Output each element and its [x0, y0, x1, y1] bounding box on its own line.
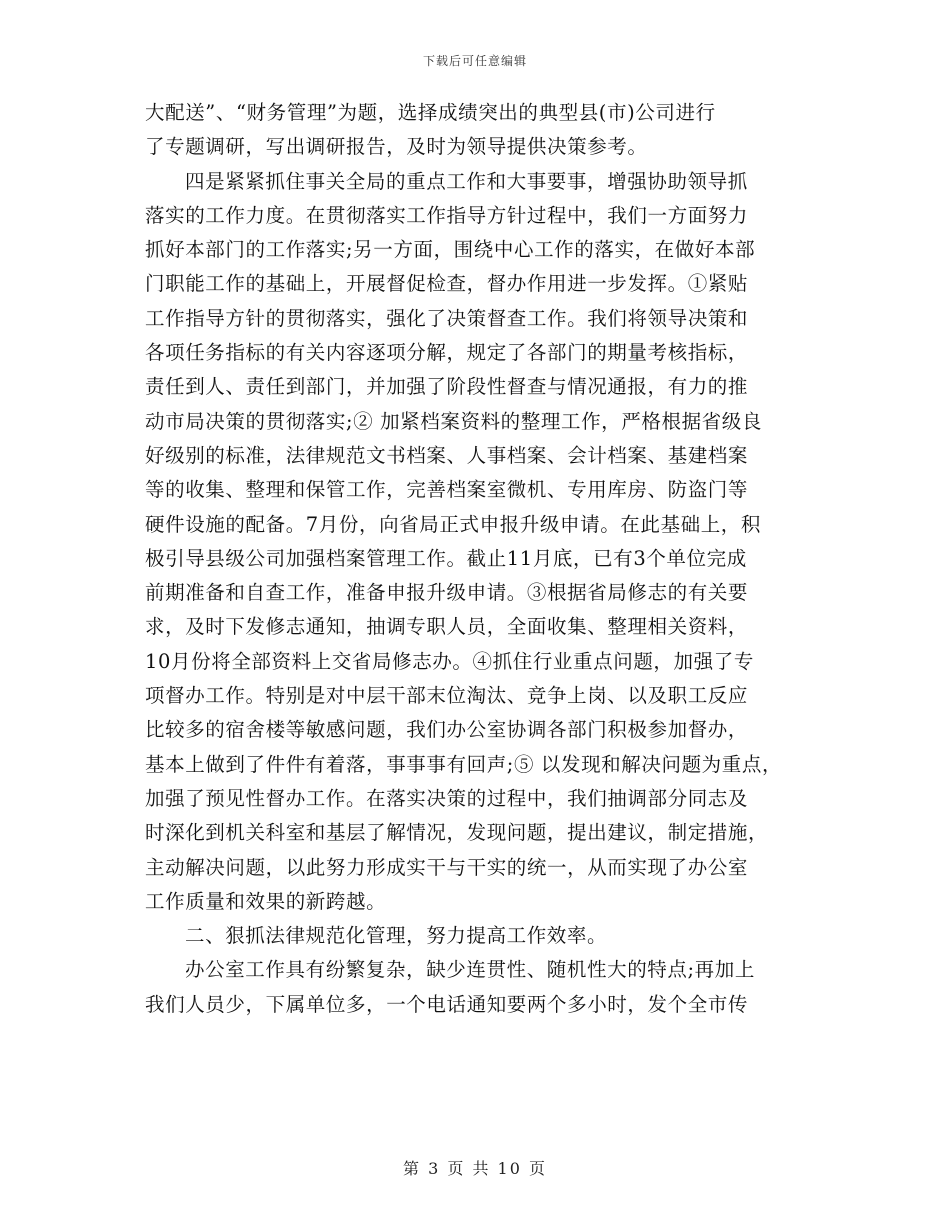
text-line: 主动解决问题，以此努力形成实干与干实的统一，从而实现了办公室 — [145, 855, 749, 879]
text-line: 前期准备和自查工作，准备申报升级申请。③根据省局修志的有关要 — [145, 581, 749, 605]
text-line: 项督办工作。特别是对中层干部末位淘汰、竞争上岗、以及职工反应 — [145, 684, 749, 708]
page-header: 下载后可任意编辑 — [422, 54, 527, 68]
text-line: 落实的工作力度。在贯彻落实工作指导方针过程中，我们一方面努力 — [145, 203, 749, 227]
text-line: 好级别的标准，法律规范文书档案、人事档案、会计档案、基建档案 — [145, 443, 749, 467]
paragraph-start-line: 办公室工作具有纷繁复杂，缺少连贯性、随机性大的特点;再加上 — [185, 958, 755, 982]
text-line: 时深化到机关科室和基层了解情况，发现问题，提出建议，制定措施， — [145, 821, 769, 845]
text-line: 等的收集、整理和保管工作，完善档案室微机、专用库房、防盗门等 — [145, 478, 749, 502]
text-line: 基本上做到了件件有着落，事事事有回声;⑤ 以发现和解决问题为重点， — [145, 752, 783, 776]
paragraph-start-line: 四是紧紧抓住事关全局的重点工作和大事要事，增强协助领导抓 — [185, 169, 748, 193]
text-line: 抓好本部门的工作落实;另一方面，围绕中心工作的落实，在做好本部 — [145, 238, 756, 262]
text-line: 我们人员少，下属单位多，一个电话通知要两个多小时，发个全市传 — [145, 992, 749, 1016]
page-number: 第 3 页 共 10 页 — [403, 1159, 547, 1178]
text-line: 各项任务指标的有关内容逐项分解，规定了各部门的期量考核指标， — [145, 341, 749, 365]
text-line: 硬件设施的配备。7月份，向省局正式申报升级申请。在此基础上，积 — [145, 512, 762, 536]
text-line: 门职能工作的基础上，开展督促检查，督办作用进一步发挥。①紧贴 — [145, 272, 749, 296]
document-body — [145, 96, 825, 1022]
text-line: 大配送”、“财务管理”为题，选择成绩突出的典型县(市)公司进行 — [145, 101, 716, 124]
text-line: 极引导县级公司加强档案管理工作。截止11月底，已有3个单位完成 — [145, 546, 747, 570]
text-line: 比较多的宿舍楼等敏感问题，我们办公室协调各部门积极参加督办， — [145, 718, 749, 742]
text-line: 了专题调研，写出调研报告，及时为领导提供决策参考。 — [145, 135, 648, 159]
text-line: 求，及时下发修志通知，抽调专职人员，全面收集、整理相关资料， — [145, 615, 749, 639]
text-line: 工作指导方针的贯彻落实，强化了决策督查工作。我们将领导决策和 — [145, 306, 749, 330]
text-line: 责任到人、责任到部门，并加强了阶段性督查与情况通报，有力的推 — [145, 375, 749, 399]
text-line: 工作质量和效果的新跨越。 — [145, 889, 387, 913]
text-line: 10月份将全部资料上交省局修志办。④抓住行业重点问题，加强了专 — [145, 649, 754, 673]
section-heading: 二、狠抓法律规范化管理，努力提高工作效率。 — [185, 924, 608, 948]
text-line: 加强了预见性督办工作。在落实决策的过程中，我们抽调部分同志及 — [145, 786, 749, 810]
text-line: 动市局决策的贯彻落实;② 加紧档案资料的整理工作，严格根据省级良 — [145, 409, 762, 433]
